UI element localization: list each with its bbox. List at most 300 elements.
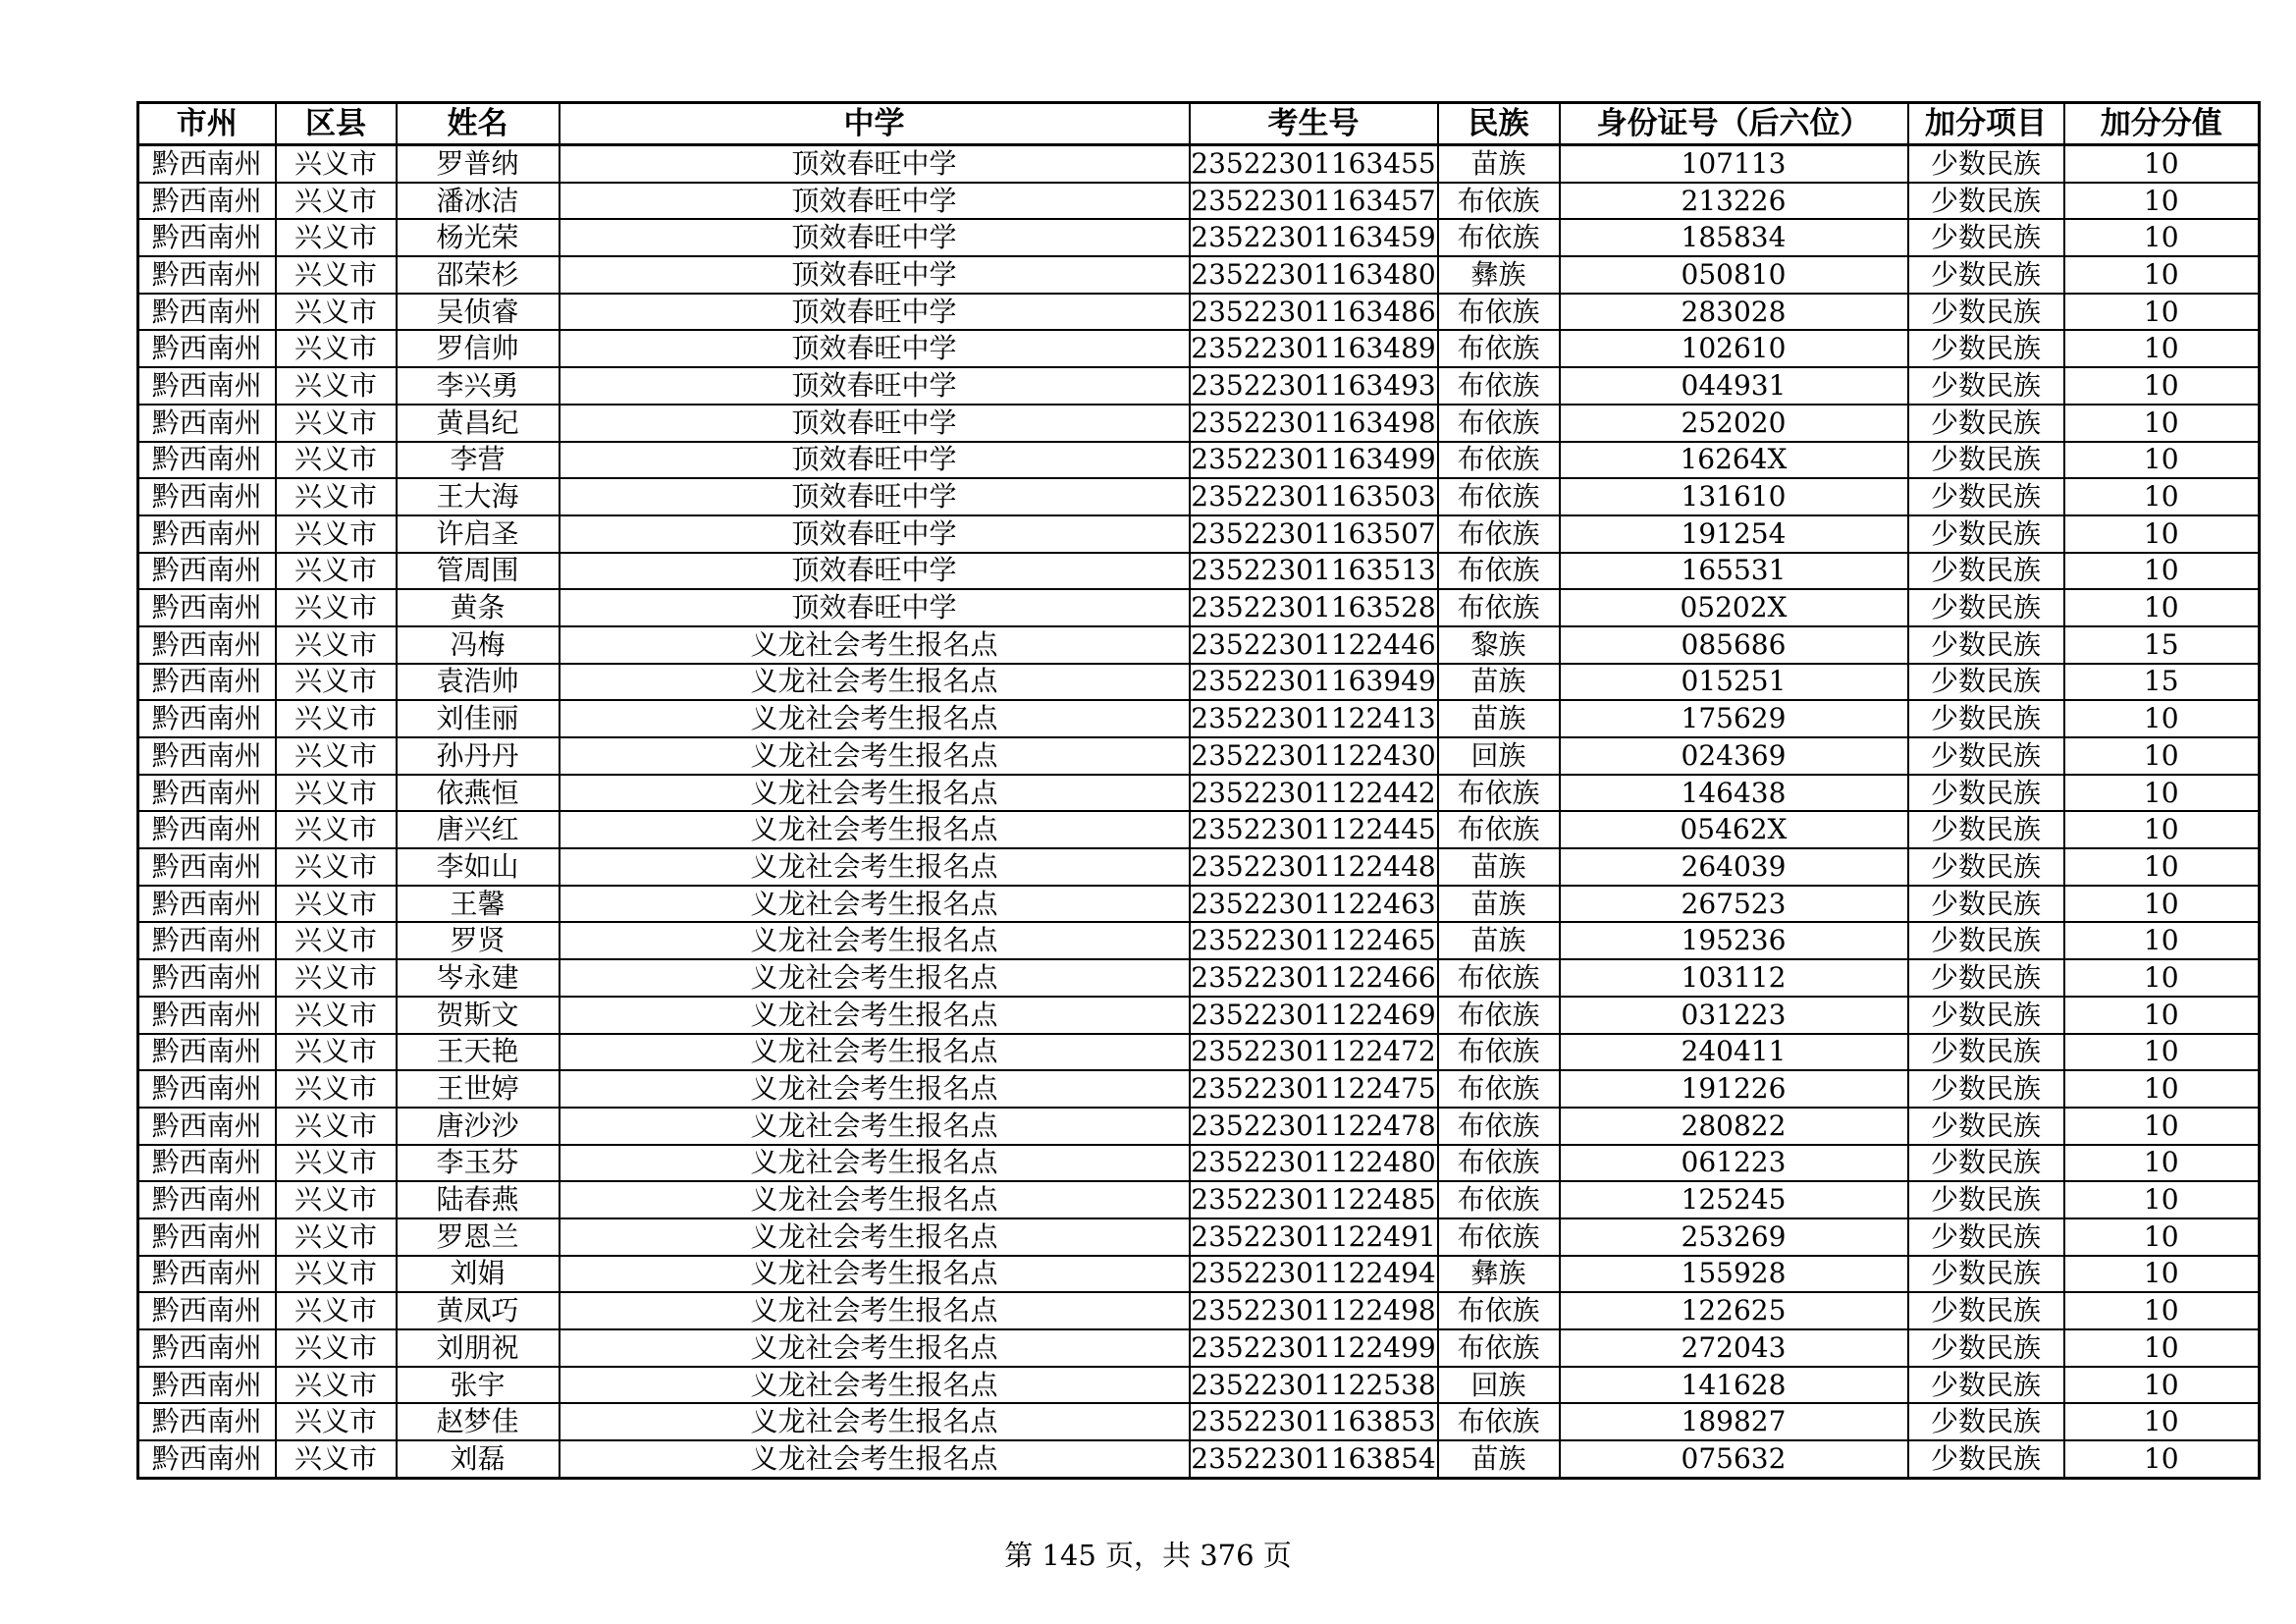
id-suffix-cell: 16264X <box>1560 442 1908 479</box>
ethnicity-cell: 布依族 <box>1438 367 1560 405</box>
city-cell: 黔西南州 <box>138 1367 276 1404</box>
city-cell: 黔西南州 <box>138 1256 276 1293</box>
school-cell: 顶效春旺中学 <box>560 589 1190 626</box>
ethnicity-cell: 布依族 <box>1438 405 1560 442</box>
city-cell: 黔西南州 <box>138 1070 276 1108</box>
table-row <box>138 700 2260 737</box>
name-cell: 李玉芬 <box>397 1145 560 1182</box>
name-cell: 许启圣 <box>397 515 560 553</box>
district-cell: 兴义市 <box>276 256 397 294</box>
ethnicity-cell: 布依族 <box>1438 219 1560 256</box>
city-cell: 黔西南州 <box>138 664 276 701</box>
bonus-value-cell: 10 <box>2064 1440 2260 1478</box>
bonus-item-cell: 少数民族 <box>1908 442 2064 479</box>
school-cell: 义龙社会考生报名点 <box>560 1181 1190 1218</box>
bonus-value-cell: 10 <box>2064 848 2260 886</box>
ethnicity-cell: 布依族 <box>1438 959 1560 997</box>
city-cell: 黔西南州 <box>138 294 276 331</box>
name-cell: 管周围 <box>397 553 560 590</box>
district-cell: 兴义市 <box>276 664 397 701</box>
name-cell: 黄昌纪 <box>397 405 560 442</box>
city-cell: 黔西南州 <box>138 183 276 220</box>
exam-id-cell: 23522301122442 <box>1190 775 1438 812</box>
exam-id-cell: 23522301122466 <box>1190 959 1438 997</box>
bonus-value-cell: 15 <box>2064 664 2260 701</box>
bonus-value-cell: 10 <box>2064 922 2260 959</box>
name-cell: 黄条 <box>397 589 560 626</box>
exam-id-cell: 23522301122430 <box>1190 737 1438 775</box>
bonus-value-cell: 10 <box>2064 1292 2260 1329</box>
school-cell: 义龙社会考生报名点 <box>560 1034 1190 1071</box>
school-cell: 义龙社会考生报名点 <box>560 811 1190 848</box>
table-row <box>138 1403 2260 1440</box>
exam-id-cell: 23522301163507 <box>1190 515 1438 553</box>
table-row <box>138 219 2260 256</box>
id-suffix-cell: 165531 <box>1560 553 1908 590</box>
bonus-item-cell: 少数民族 <box>1908 589 2064 626</box>
exam-id-cell: 23522301163853 <box>1190 1403 1438 1440</box>
school-cell: 义龙社会考生报名点 <box>560 737 1190 775</box>
ethnicity-cell: 布依族 <box>1438 330 1560 367</box>
school-cell: 义龙社会考生报名点 <box>560 997 1190 1034</box>
exam-id-cell: 23522301163503 <box>1190 478 1438 515</box>
id-suffix-cell: 125245 <box>1560 1181 1908 1218</box>
name-cell: 冯梅 <box>397 626 560 664</box>
ethnicity-cell: 苗族 <box>1438 922 1560 959</box>
column-header-bonus-item: 加分项目 <box>1908 103 2064 145</box>
bonus-value-cell: 10 <box>2064 1329 2260 1367</box>
table-row <box>138 1440 2260 1478</box>
id-suffix-cell: 102610 <box>1560 330 1908 367</box>
ethnicity-cell: 布依族 <box>1438 1034 1560 1071</box>
name-cell: 王天艳 <box>397 1034 560 1071</box>
id-suffix-cell: 253269 <box>1560 1218 1908 1256</box>
bonus-item-cell: 少数民族 <box>1908 1292 2064 1329</box>
name-cell: 陆春燕 <box>397 1181 560 1218</box>
bonus-item-cell: 少数民族 <box>1908 1181 2064 1218</box>
bonus-item-cell: 少数民族 <box>1908 1145 2064 1182</box>
bonus-item-cell: 少数民族 <box>1908 700 2064 737</box>
id-suffix-cell: 122625 <box>1560 1292 1908 1329</box>
table-row <box>138 553 2260 590</box>
name-cell: 张宇 <box>397 1367 560 1404</box>
bonus-item-cell: 少数民族 <box>1908 183 2064 220</box>
name-cell: 孙丹丹 <box>397 737 560 775</box>
city-cell: 黔西南州 <box>138 1329 276 1367</box>
school-cell: 顶效春旺中学 <box>560 367 1190 405</box>
name-cell: 罗贤 <box>397 922 560 959</box>
ethnicity-cell: 布依族 <box>1438 1292 1560 1329</box>
ethnicity-cell: 布依族 <box>1438 1070 1560 1108</box>
ethnicity-cell: 布依族 <box>1438 589 1560 626</box>
bonus-item-cell: 少数民族 <box>1908 553 2064 590</box>
district-cell: 兴义市 <box>276 1145 397 1182</box>
exam-id-cell: 23522301122469 <box>1190 997 1438 1034</box>
exam-id-cell: 23522301163486 <box>1190 294 1438 331</box>
district-cell: 兴义市 <box>276 478 397 515</box>
district-cell: 兴义市 <box>276 1108 397 1145</box>
city-cell: 黔西南州 <box>138 219 276 256</box>
table-row <box>138 775 2260 812</box>
district-cell: 兴义市 <box>276 1218 397 1256</box>
name-cell: 唐兴红 <box>397 811 560 848</box>
ethnicity-cell: 布依族 <box>1438 1218 1560 1256</box>
district-cell: 兴义市 <box>276 922 397 959</box>
bonus-value-cell: 10 <box>2064 330 2260 367</box>
name-cell: 罗信帅 <box>397 330 560 367</box>
city-cell: 黔西南州 <box>138 1034 276 1071</box>
table-row <box>138 886 2260 923</box>
city-cell: 黔西南州 <box>138 1108 276 1145</box>
bonus-value-cell: 10 <box>2064 294 2260 331</box>
school-cell: 义龙社会考生报名点 <box>560 1218 1190 1256</box>
bonus-item-cell: 少数民族 <box>1908 1070 2064 1108</box>
ethnicity-cell: 苗族 <box>1438 700 1560 737</box>
bonus-item-cell: 少数民族 <box>1908 1403 2064 1440</box>
id-suffix-cell: 031223 <box>1560 997 1908 1034</box>
city-cell: 黔西南州 <box>138 959 276 997</box>
city-cell: 黔西南州 <box>138 515 276 553</box>
id-suffix-cell: 015251 <box>1560 664 1908 701</box>
ethnicity-cell: 布依族 <box>1438 1108 1560 1145</box>
name-cell: 罗恩兰 <box>397 1218 560 1256</box>
district-cell: 兴义市 <box>276 737 397 775</box>
ethnicity-cell: 黎族 <box>1438 626 1560 664</box>
district-cell: 兴义市 <box>276 626 397 664</box>
table-row <box>138 1108 2260 1145</box>
school-cell: 义龙社会考生报名点 <box>560 1108 1190 1145</box>
exam-id-cell: 23522301163493 <box>1190 367 1438 405</box>
bonus-value-cell: 10 <box>2064 775 2260 812</box>
district-cell: 兴义市 <box>276 589 397 626</box>
table-row <box>138 1329 2260 1367</box>
id-suffix-cell: 191226 <box>1560 1070 1908 1108</box>
ethnicity-cell: 苗族 <box>1438 145 1560 183</box>
id-suffix-cell: 185834 <box>1560 219 1908 256</box>
ethnicity-cell: 布依族 <box>1438 478 1560 515</box>
ethnicity-cell: 布依族 <box>1438 442 1560 479</box>
district-cell: 兴义市 <box>276 959 397 997</box>
city-cell: 黔西南州 <box>138 256 276 294</box>
city-cell: 黔西南州 <box>138 1403 276 1440</box>
exam-id-cell: 23522301122538 <box>1190 1367 1438 1404</box>
bonus-item-cell: 少数民族 <box>1908 1256 2064 1293</box>
table-body <box>138 145 2260 1479</box>
exam-id-cell: 23522301122499 <box>1190 1329 1438 1367</box>
district-cell: 兴义市 <box>276 367 397 405</box>
name-cell: 李兴勇 <box>397 367 560 405</box>
id-suffix-cell: 191254 <box>1560 515 1908 553</box>
exam-id-cell: 23522301122494 <box>1190 1256 1438 1293</box>
name-cell: 袁浩帅 <box>397 664 560 701</box>
table-row <box>138 922 2260 959</box>
name-cell: 依燕恒 <box>397 775 560 812</box>
name-cell: 李如山 <box>397 848 560 886</box>
table-row <box>138 626 2260 664</box>
table-row <box>138 959 2260 997</box>
city-cell: 黔西南州 <box>138 775 276 812</box>
exam-id-cell: 23522301122478 <box>1190 1108 1438 1145</box>
id-suffix-cell: 155928 <box>1560 1256 1908 1293</box>
exam-id-cell: 23522301122491 <box>1190 1218 1438 1256</box>
id-suffix-cell: 189827 <box>1560 1403 1908 1440</box>
city-cell: 黔西南州 <box>138 1145 276 1182</box>
city-cell: 黔西南州 <box>138 848 276 886</box>
ethnicity-cell: 彝族 <box>1438 256 1560 294</box>
bonus-value-cell: 10 <box>2064 1145 2260 1182</box>
ethnicity-cell: 布依族 <box>1438 1329 1560 1367</box>
bonus-item-cell: 少数民族 <box>1908 367 2064 405</box>
school-cell: 顶效春旺中学 <box>560 553 1190 590</box>
bonus-item-cell: 少数民族 <box>1908 330 2064 367</box>
column-header-name: 姓名 <box>397 103 560 145</box>
table-row <box>138 1070 2260 1108</box>
column-header-school: 中学 <box>560 103 1190 145</box>
ethnicity-cell: 布依族 <box>1438 811 1560 848</box>
exam-id-cell: 23522301163459 <box>1190 219 1438 256</box>
district-cell: 兴义市 <box>276 1329 397 1367</box>
district-cell: 兴义市 <box>276 1181 397 1218</box>
bonus-value-cell: 10 <box>2064 256 2260 294</box>
bonus-value-cell: 10 <box>2064 589 2260 626</box>
bonus-item-cell: 少数民族 <box>1908 1108 2064 1145</box>
bonus-item-cell: 少数民族 <box>1908 664 2064 701</box>
bonus-value-cell: 10 <box>2064 405 2260 442</box>
bonus-item-cell: 少数民族 <box>1908 1367 2064 1404</box>
name-cell: 王馨 <box>397 886 560 923</box>
city-cell: 黔西南州 <box>138 1181 276 1218</box>
school-cell: 义龙社会考生报名点 <box>560 1440 1190 1478</box>
bonus-value-cell: 10 <box>2064 145 2260 183</box>
school-cell: 义龙社会考生报名点 <box>560 775 1190 812</box>
name-cell: 赵梦佳 <box>397 1403 560 1440</box>
bonus-item-cell: 少数民族 <box>1908 219 2064 256</box>
table-row <box>138 737 2260 775</box>
ethnicity-cell: 回族 <box>1438 1367 1560 1404</box>
district-cell: 兴义市 <box>276 700 397 737</box>
id-suffix-cell: 075632 <box>1560 1440 1908 1478</box>
exam-id-cell: 23522301163498 <box>1190 405 1438 442</box>
ethnicity-cell: 苗族 <box>1438 1440 1560 1478</box>
school-cell: 义龙社会考生报名点 <box>560 1403 1190 1440</box>
id-suffix-cell: 05202X <box>1560 589 1908 626</box>
bonus-item-cell: 少数民族 <box>1908 145 2064 183</box>
exam-id-cell: 23522301122475 <box>1190 1070 1438 1108</box>
city-cell: 黔西南州 <box>138 405 276 442</box>
bonus-item-cell: 少数民族 <box>1908 922 2064 959</box>
city-cell: 黔西南州 <box>138 886 276 923</box>
bonus-value-cell: 10 <box>2064 1218 2260 1256</box>
school-cell: 义龙社会考生报名点 <box>560 1256 1190 1293</box>
school-cell: 义龙社会考生报名点 <box>560 1329 1190 1367</box>
exam-id-cell: 23522301163513 <box>1190 553 1438 590</box>
city-cell: 黔西南州 <box>138 1218 276 1256</box>
name-cell: 黄凤巧 <box>397 1292 560 1329</box>
school-cell: 顶效春旺中学 <box>560 183 1190 220</box>
district-cell: 兴义市 <box>276 886 397 923</box>
school-cell: 顶效春旺中学 <box>560 330 1190 367</box>
district-cell: 兴义市 <box>276 1034 397 1071</box>
id-suffix-cell: 107113 <box>1560 145 1908 183</box>
column-header-ethnicity: 民族 <box>1438 103 1560 145</box>
table-row <box>138 442 2260 479</box>
bonus-value-cell: 10 <box>2064 737 2260 775</box>
column-header-bonus-value: 加分分值 <box>2064 103 2260 145</box>
city-cell: 黔西南州 <box>138 589 276 626</box>
exam-id-cell: 23522301122446 <box>1190 626 1438 664</box>
bonus-value-cell: 10 <box>2064 515 2260 553</box>
school-cell: 义龙社会考生报名点 <box>560 1367 1190 1404</box>
city-cell: 黔西南州 <box>138 145 276 183</box>
bonus-item-cell: 少数民族 <box>1908 997 2064 1034</box>
exam-id-cell: 23522301122498 <box>1190 1292 1438 1329</box>
name-cell: 邵荣杉 <box>397 256 560 294</box>
bonus-item-cell: 少数民族 <box>1908 256 2064 294</box>
school-cell: 义龙社会考生报名点 <box>560 1070 1190 1108</box>
district-cell: 兴义市 <box>276 848 397 886</box>
id-suffix-cell: 280822 <box>1560 1108 1908 1145</box>
school-cell: 顶效春旺中学 <box>560 405 1190 442</box>
ethnicity-cell: 苗族 <box>1438 848 1560 886</box>
district-cell: 兴义市 <box>276 775 397 812</box>
column-header-district: 区县 <box>276 103 397 145</box>
bonus-value-cell: 10 <box>2064 1034 2260 1071</box>
ethnicity-cell: 苗族 <box>1438 886 1560 923</box>
bonus-item-cell: 少数民族 <box>1908 886 2064 923</box>
city-cell: 黔西南州 <box>138 330 276 367</box>
bonus-item-cell: 少数民族 <box>1908 1440 2064 1478</box>
city-cell: 黔西南州 <box>138 1292 276 1329</box>
district-cell: 兴义市 <box>276 183 397 220</box>
school-cell: 义龙社会考生报名点 <box>560 848 1190 886</box>
bonus-value-cell: 10 <box>2064 700 2260 737</box>
city-cell: 黔西南州 <box>138 700 276 737</box>
bonus-value-cell: 10 <box>2064 959 2260 997</box>
bonus-item-cell: 少数民族 <box>1908 1329 2064 1367</box>
bonus-value-cell: 10 <box>2064 1367 2260 1404</box>
exam-id-cell: 23522301163499 <box>1190 442 1438 479</box>
id-suffix-cell: 240411 <box>1560 1034 1908 1071</box>
exam-id-cell: 23522301122480 <box>1190 1145 1438 1182</box>
school-cell: 义龙社会考生报名点 <box>560 626 1190 664</box>
table-row <box>138 664 2260 701</box>
table-row <box>138 256 2260 294</box>
ethnicity-cell: 回族 <box>1438 737 1560 775</box>
ethnicity-cell: 彝族 <box>1438 1256 1560 1293</box>
table-row <box>138 848 2260 886</box>
bonus-item-cell: 少数民族 <box>1908 848 2064 886</box>
ethnicity-cell: 布依族 <box>1438 1145 1560 1182</box>
bonus-value-cell: 10 <box>2064 997 2260 1034</box>
city-cell: 黔西南州 <box>138 478 276 515</box>
table-row <box>138 1367 2260 1404</box>
id-suffix-cell: 061223 <box>1560 1145 1908 1182</box>
exam-id-cell: 23522301122472 <box>1190 1034 1438 1071</box>
table-row <box>138 1256 2260 1293</box>
bonus-item-cell: 少数民族 <box>1908 294 2064 331</box>
school-cell: 义龙社会考生报名点 <box>560 1292 1190 1329</box>
bonus-value-cell: 10 <box>2064 811 2260 848</box>
bonus-value-cell: 10 <box>2064 886 2260 923</box>
district-cell: 兴义市 <box>276 515 397 553</box>
bonus-value-cell: 10 <box>2064 1181 2260 1218</box>
bonus-item-cell: 少数民族 <box>1908 626 2064 664</box>
exam-id-cell: 23522301122413 <box>1190 700 1438 737</box>
bonus-value-cell: 10 <box>2064 442 2260 479</box>
id-suffix-cell: 195236 <box>1560 922 1908 959</box>
city-cell: 黔西南州 <box>138 922 276 959</box>
school-cell: 义龙社会考生报名点 <box>560 886 1190 923</box>
column-header-id-suffix: 身份证号（后六位） <box>1560 103 1908 145</box>
table-row <box>138 183 2260 220</box>
id-suffix-cell: 272043 <box>1560 1329 1908 1367</box>
bonus-item-cell: 少数民族 <box>1908 959 2064 997</box>
id-suffix-cell: 050810 <box>1560 256 1908 294</box>
school-cell: 顶效春旺中学 <box>560 294 1190 331</box>
district-cell: 兴义市 <box>276 442 397 479</box>
name-cell: 罗普纳 <box>397 145 560 183</box>
school-cell: 义龙社会考生报名点 <box>560 700 1190 737</box>
bonus-value-cell: 10 <box>2064 553 2260 590</box>
table-row <box>138 1181 2260 1218</box>
bonus-value-cell: 10 <box>2064 478 2260 515</box>
bonus-value-cell: 10 <box>2064 183 2260 220</box>
bonus-value-cell: 15 <box>2064 626 2260 664</box>
district-cell: 兴义市 <box>276 405 397 442</box>
bonus-value-cell: 10 <box>2064 1403 2260 1440</box>
district-cell: 兴义市 <box>276 1292 397 1329</box>
column-header-city: 市州 <box>138 103 276 145</box>
district-cell: 兴义市 <box>276 811 397 848</box>
district-cell: 兴义市 <box>276 997 397 1034</box>
bonus-value-cell: 10 <box>2064 1108 2260 1145</box>
bonus-item-cell: 少数民族 <box>1908 737 2064 775</box>
table-row <box>138 145 2260 183</box>
id-suffix-cell: 146438 <box>1560 775 1908 812</box>
district-cell: 兴义市 <box>276 1403 397 1440</box>
district-cell: 兴义市 <box>276 294 397 331</box>
name-cell: 刘娟 <box>397 1256 560 1293</box>
ethnicity-cell: 布依族 <box>1438 775 1560 812</box>
exam-id-cell: 23522301163480 <box>1190 256 1438 294</box>
bonus-item-cell: 少数民族 <box>1908 478 2064 515</box>
table-row <box>138 1292 2260 1329</box>
bonus-item-cell: 少数民族 <box>1908 515 2064 553</box>
table-row <box>138 405 2260 442</box>
id-suffix-cell: 175629 <box>1560 700 1908 737</box>
school-cell: 顶效春旺中学 <box>560 256 1190 294</box>
exam-id-cell: 23522301163949 <box>1190 664 1438 701</box>
ethnicity-cell: 布依族 <box>1438 1403 1560 1440</box>
column-header-exam-id: 考生号 <box>1190 103 1438 145</box>
district-cell: 兴义市 <box>276 1367 397 1404</box>
ethnicity-cell: 苗族 <box>1438 664 1560 701</box>
school-cell: 义龙社会考生报名点 <box>560 922 1190 959</box>
bonus-value-cell: 10 <box>2064 1070 2260 1108</box>
city-cell: 黔西南州 <box>138 367 276 405</box>
id-suffix-cell: 085686 <box>1560 626 1908 664</box>
district-cell: 兴义市 <box>276 1070 397 1108</box>
school-cell: 顶效春旺中学 <box>560 145 1190 183</box>
bonus-item-cell: 少数民族 <box>1908 1218 2064 1256</box>
bonus-value-cell: 10 <box>2064 367 2260 405</box>
district-cell: 兴义市 <box>276 553 397 590</box>
ethnicity-cell: 布依族 <box>1438 183 1560 220</box>
bonus-item-cell: 少数民族 <box>1908 405 2064 442</box>
name-cell: 王大海 <box>397 478 560 515</box>
name-cell: 潘冰洁 <box>397 183 560 220</box>
ethnicity-cell: 布依族 <box>1438 553 1560 590</box>
